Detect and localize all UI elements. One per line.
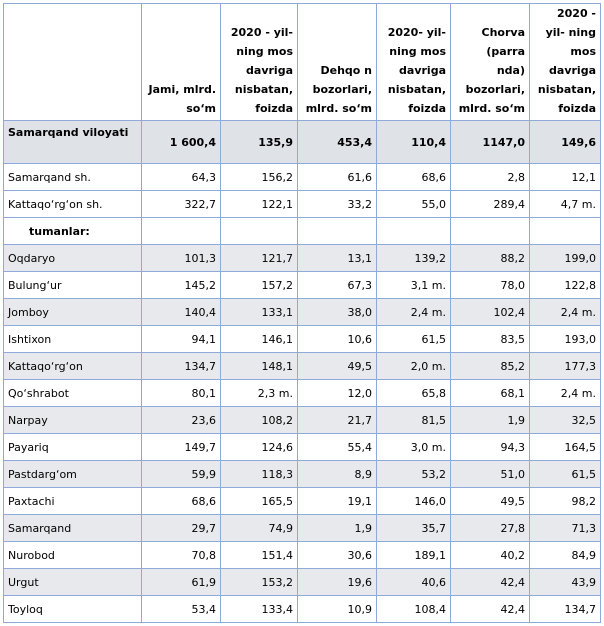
- cell-value: 12,0: [298, 380, 377, 407]
- cell-value: 70,8: [142, 542, 221, 569]
- empty-cell: [298, 218, 377, 245]
- city-name: Samarqand sh.: [4, 164, 142, 191]
- cell-value: 153,2: [221, 569, 298, 596]
- cell-value: 164,5: [530, 434, 601, 461]
- cell-value: 68,1: [451, 380, 530, 407]
- cell-value: 84,9: [530, 542, 601, 569]
- district-name: Jomboy: [4, 299, 142, 326]
- table-row: [4, 407, 601, 434]
- cell-value: 30,6: [298, 542, 377, 569]
- cell-value: 2,4 m.: [530, 299, 601, 326]
- cell-value: 322,7: [142, 191, 221, 218]
- cell-value: 42,4: [451, 596, 530, 623]
- district-name: Toyloq: [4, 596, 142, 623]
- table-row: [4, 434, 601, 461]
- cell-value: 71,3: [530, 515, 601, 542]
- header-farmer-markets-pct: 2020- yil- ning mos davriga nisbatan, foizda: [377, 4, 451, 121]
- cell-value: 53,2: [377, 461, 451, 488]
- cell-value: 2,8: [451, 164, 530, 191]
- district-name: Samarqand: [4, 515, 142, 542]
- table-row: [4, 569, 601, 596]
- cell-value: 19,1: [298, 488, 377, 515]
- empty-cell: [142, 218, 221, 245]
- district-name: Bulung‘ur: [4, 272, 142, 299]
- cell-value: 29,7: [142, 515, 221, 542]
- cell-value: 121,7: [221, 245, 298, 272]
- cell-value: 68,6: [142, 488, 221, 515]
- table-row: [4, 461, 601, 488]
- header-territory: [4, 4, 142, 121]
- cell-value: 102,4: [451, 299, 530, 326]
- region-row: [4, 121, 601, 164]
- cell-value: 177,3: [530, 353, 601, 380]
- cell-value: 101,3: [142, 245, 221, 272]
- cell-value: 49,5: [298, 353, 377, 380]
- cell-value: 2,3 m.: [221, 380, 298, 407]
- cell-value: 67,3: [298, 272, 377, 299]
- district-name: Ishtixon: [4, 326, 142, 353]
- table-row: [4, 596, 601, 623]
- cell-value: 2,4 m.: [530, 380, 601, 407]
- district-name: Nurobod: [4, 542, 142, 569]
- cell-value: 53,4: [142, 596, 221, 623]
- cell-value: 51,0: [451, 461, 530, 488]
- cell-value: 157,2: [221, 272, 298, 299]
- cell-value: 4,7 m.: [530, 191, 601, 218]
- region-value: 110,4: [377, 121, 451, 164]
- cell-value: 19,6: [298, 569, 377, 596]
- cell-value: 55,4: [298, 434, 377, 461]
- cell-value: 64,3: [142, 164, 221, 191]
- cell-value: 189,1: [377, 542, 451, 569]
- cell-value: 68,6: [377, 164, 451, 191]
- region-value: 1 600,4: [142, 121, 221, 164]
- table-row: [4, 353, 601, 380]
- header-livestock-markets-pct: 2020 - yil- ning mos davriga nisbatan, foizda: [530, 4, 601, 121]
- cell-value: 81,5: [377, 407, 451, 434]
- cell-value: 49,5: [451, 488, 530, 515]
- district-name: Qo‘shrabot: [4, 380, 142, 407]
- cell-value: 40,2: [451, 542, 530, 569]
- empty-cell: [451, 218, 530, 245]
- cell-value: 10,6: [298, 326, 377, 353]
- cell-value: 65,8: [377, 380, 451, 407]
- header-row: [4, 4, 601, 121]
- cell-value: 59,9: [142, 461, 221, 488]
- cell-value: 78,0: [451, 272, 530, 299]
- cell-value: 3,0 m.: [377, 434, 451, 461]
- district-name: Urgut: [4, 569, 142, 596]
- district-name: Pastdarg‘om: [4, 461, 142, 488]
- cell-value: 140,4: [142, 299, 221, 326]
- cell-value: 61,5: [377, 326, 451, 353]
- cell-value: 145,2: [142, 272, 221, 299]
- table-row: [4, 245, 601, 272]
- cell-value: 149,7: [142, 434, 221, 461]
- cell-value: 133,1: [221, 299, 298, 326]
- cell-value: 40,6: [377, 569, 451, 596]
- region-value: 1147,0: [451, 121, 530, 164]
- cell-value: 124,6: [221, 434, 298, 461]
- cell-value: 122,8: [530, 272, 601, 299]
- cell-value: 108,2: [221, 407, 298, 434]
- cell-value: 94,3: [451, 434, 530, 461]
- cell-value: 122,1: [221, 191, 298, 218]
- cell-value: 151,4: [221, 542, 298, 569]
- region-value: 149,6: [530, 121, 601, 164]
- city-name: Kattaqo‘rg‘on sh.: [4, 191, 142, 218]
- district-name: Kattaqo‘rg‘on: [4, 353, 142, 380]
- cell-value: 27,8: [451, 515, 530, 542]
- cell-value: 74,9: [221, 515, 298, 542]
- cell-value: 3,1 m.: [377, 272, 451, 299]
- cell-value: 61,5: [530, 461, 601, 488]
- cell-value: 32,5: [530, 407, 601, 434]
- table-row: [4, 542, 601, 569]
- district-name: Oqdaryo: [4, 245, 142, 272]
- header-farmer-markets: Dehqo n bozorlari, mlrd. so‘m: [298, 4, 377, 121]
- table-row: [4, 488, 601, 515]
- table-row: [4, 326, 601, 353]
- cell-value: 8,9: [298, 461, 377, 488]
- cell-value: 134,7: [142, 353, 221, 380]
- section-row: [4, 218, 601, 245]
- cell-value: 289,4: [451, 191, 530, 218]
- empty-cell: [377, 218, 451, 245]
- district-name: Payariq: [4, 434, 142, 461]
- cell-value: 2,0 m.: [377, 353, 451, 380]
- header-total-pct: 2020 - yil- ning mos davriga nisbatan, foizda: [221, 4, 298, 121]
- region-value: 135,9: [221, 121, 298, 164]
- table-row: [4, 272, 601, 299]
- header-livestock-markets: Chorva (parra nda) bozorlari, mlrd. so‘m: [451, 4, 530, 121]
- district-name: Narpay: [4, 407, 142, 434]
- cell-value: 61,6: [298, 164, 377, 191]
- cell-value: 88,2: [451, 245, 530, 272]
- cell-value: 165,5: [221, 488, 298, 515]
- cell-value: 12,1: [530, 164, 601, 191]
- cell-value: 148,1: [221, 353, 298, 380]
- cell-value: 35,7: [377, 515, 451, 542]
- cell-value: 1,9: [451, 407, 530, 434]
- table-row: [4, 515, 601, 542]
- cell-value: 10,9: [298, 596, 377, 623]
- cell-value: 33,2: [298, 191, 377, 218]
- table-row: [4, 164, 601, 191]
- table-row: [4, 380, 601, 407]
- cell-value: 98,2: [530, 488, 601, 515]
- cell-value: 23,6: [142, 407, 221, 434]
- cell-value: 134,7: [530, 596, 601, 623]
- cell-value: 61,9: [142, 569, 221, 596]
- cell-value: 38,0: [298, 299, 377, 326]
- cell-value: 80,1: [142, 380, 221, 407]
- cell-value: 108,4: [377, 596, 451, 623]
- statistics-table: [3, 3, 601, 623]
- cell-value: 156,2: [221, 164, 298, 191]
- empty-cell: [221, 218, 298, 245]
- cell-value: 118,3: [221, 461, 298, 488]
- cell-value: 42,4: [451, 569, 530, 596]
- cell-value: 83,5: [451, 326, 530, 353]
- region-name: Samarqand viloyati: [4, 121, 142, 164]
- cell-value: 199,0: [530, 245, 601, 272]
- header-total: Jami, mlrd. so‘m: [142, 4, 221, 121]
- cell-value: 146,0: [377, 488, 451, 515]
- district-name: Paxtachi: [4, 488, 142, 515]
- table-row: [4, 191, 601, 218]
- region-value: 453,4: [298, 121, 377, 164]
- cell-value: 85,2: [451, 353, 530, 380]
- table-row: [4, 299, 601, 326]
- empty-cell: [530, 218, 601, 245]
- cell-value: 139,2: [377, 245, 451, 272]
- cell-value: 13,1: [298, 245, 377, 272]
- section-label: tumanlar:: [4, 218, 142, 245]
- cell-value: 1,9: [298, 515, 377, 542]
- cell-value: 94,1: [142, 326, 221, 353]
- cell-value: 133,4: [221, 596, 298, 623]
- cell-value: 2,4 m.: [377, 299, 451, 326]
- cell-value: 193,0: [530, 326, 601, 353]
- cell-value: 43,9: [530, 569, 601, 596]
- cell-value: 21,7: [298, 407, 377, 434]
- cell-value: 55,0: [377, 191, 451, 218]
- cell-value: 146,1: [221, 326, 298, 353]
